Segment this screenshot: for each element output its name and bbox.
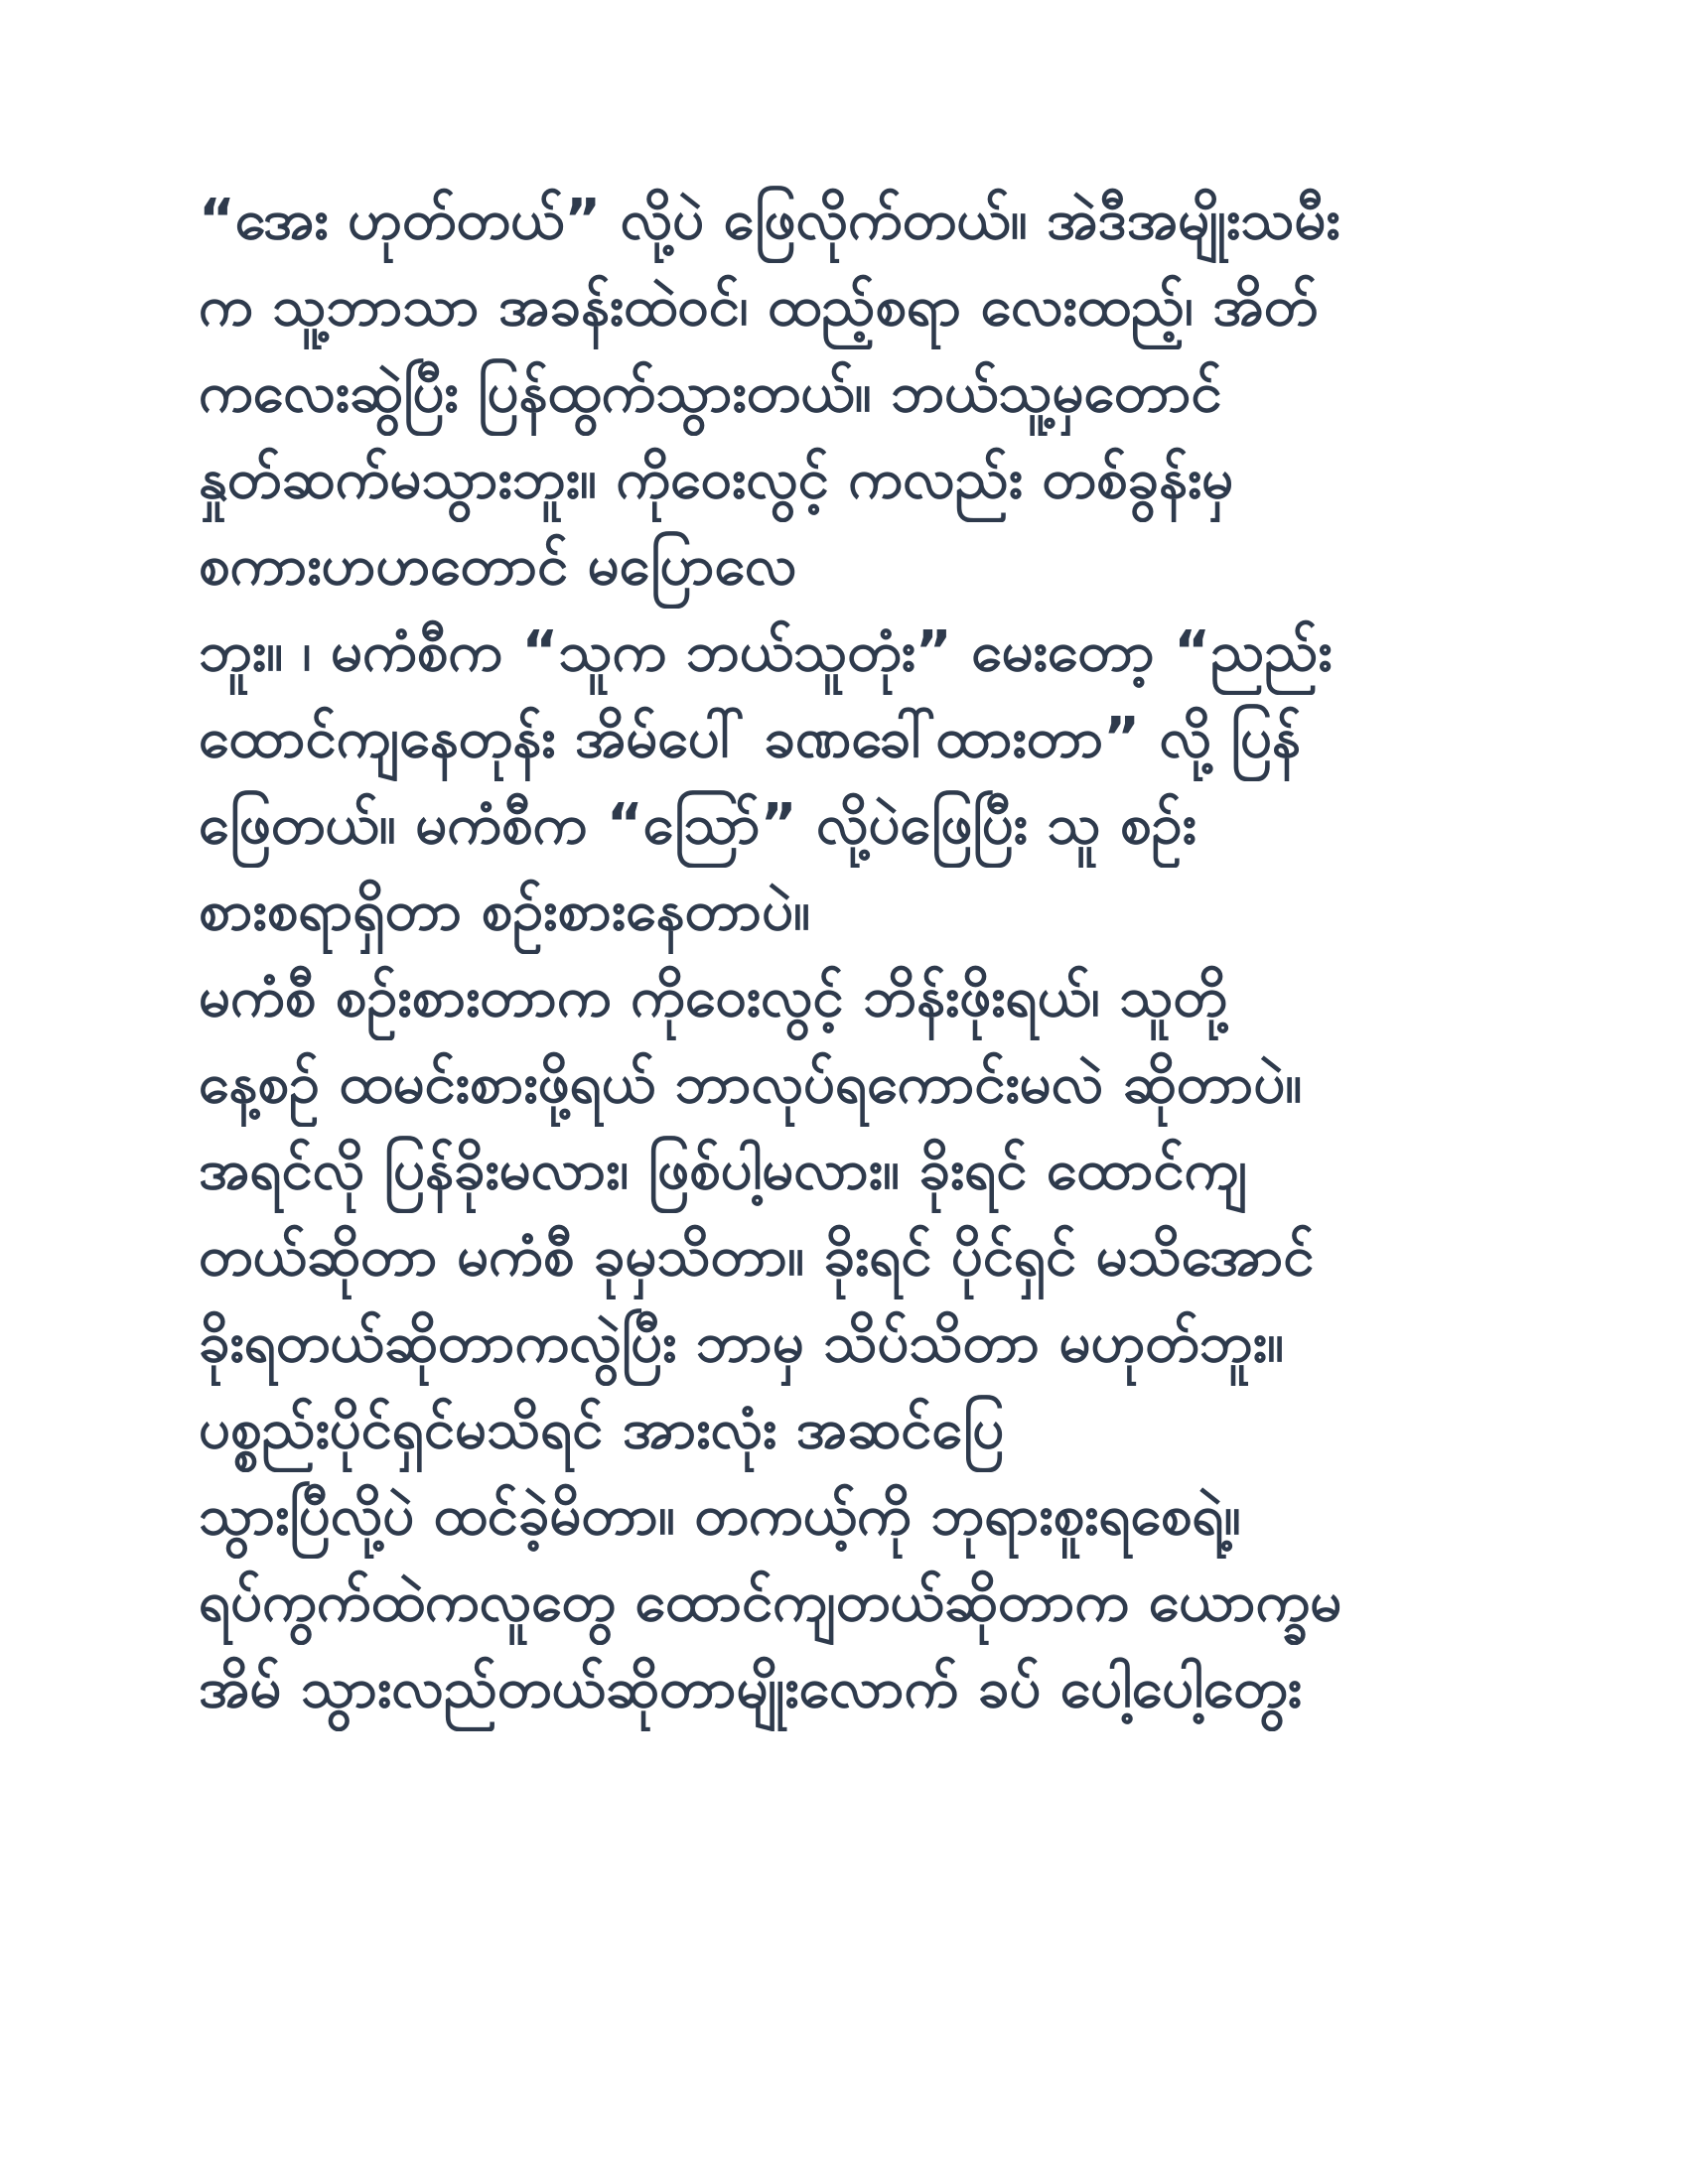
text-line: “အေး ဟုတ်တယ်” လို့ပဲ ဖြေလိုက်တယ်။ အဲဒီအမျိုးသမီး <box>199 188 1340 252</box>
text-line: ဘူး။ ၊ မကံစီက “သူက ဘယ်သူတုံး” မေးတော့ “ညည်း <box>199 619 1333 684</box>
text-line: နှုတ်ဆက်မသွားဘူး။ ကိုဝေးလွင့် ကလည်း တစ်ခွန်းမှ <box>199 447 1234 511</box>
text-line: သွားပြီလို့ပဲ ထင်ခဲ့မိတာ။ တကယ့်ကို ဘုရားစူးရစေရဲ့။ <box>199 1483 1241 1548</box>
text-line: အရင်လို ပြန်ခိုးမလား၊ ဖြစ်ပါ့မလား။ ခိုးရင် ထောင်ကျ <box>199 1138 1248 1202</box>
text-line: မကံစီ စဉ်းစားတာက ကိုဝေးလွင့် ဘိန်းဖိုးရယ်၊ သူတို့ <box>199 965 1227 1029</box>
body-text <box>199 177 1519 1731</box>
text-line: က သူ့ဘာသာ အခန်းထဲဝင်၊ ထည့်စရာ လေးထည့်၊ အိတ် <box>199 274 1319 339</box>
text-line: တယ်ဆိုတာ မကံစီ ခုမှသိတာ။ ခိုးရင် ပိုင်ရှင် မသိအောင် <box>199 1224 1315 1289</box>
text-line: ပစ္စည်းပိုင်ရှင်မသိရင် အားလုံး အဆင်ပြေ <box>199 1397 1005 1461</box>
text-line: စကားဟဟတောင် မပြောလေ <box>199 533 797 598</box>
text-line: ထောင်ကျနေတုန်း အိမ်ပေါ် ခဏခေါ်ထားတာ” လို့ ပြန် <box>199 706 1301 770</box>
text-line: စားစရာရှိတာ စဉ်းစားနေတာပဲ။ <box>199 879 810 943</box>
text-line: အိမ် သွားလည်တယ်ဆိုတာမျိုးလောက် ခပ် ပေါ့ပေါ့တွေး <box>199 1656 1302 1720</box>
text-line: ရပ်ကွက်ထဲကလူတွေ ထောင်ကျတယ်ဆိုတာက ယောက္ခမ <box>199 1570 1342 1634</box>
text-line: နေ့စဉ် ထမင်းစားဖို့ရယ် ဘာလုပ်ရကောင်းမလဲ ဆိုတာပဲ။ <box>199 1051 1303 1116</box>
text-line: ကလေးဆွဲပြီး ပြန်ထွက်သွားတယ်။ ဘယ်သူ့မှတောင် <box>199 360 1222 425</box>
text-line: ခိုးရတယ်ဆိုတာကလွဲပြီး ဘာမှ သိပ်သိတာ မဟုတ်ဘူး။ <box>199 1310 1284 1375</box>
text-line: ဖြေတယ်။ မကံစီက “သြော်” လို့ပဲဖြေပြီး သူ စဉ်း <box>199 792 1196 857</box>
